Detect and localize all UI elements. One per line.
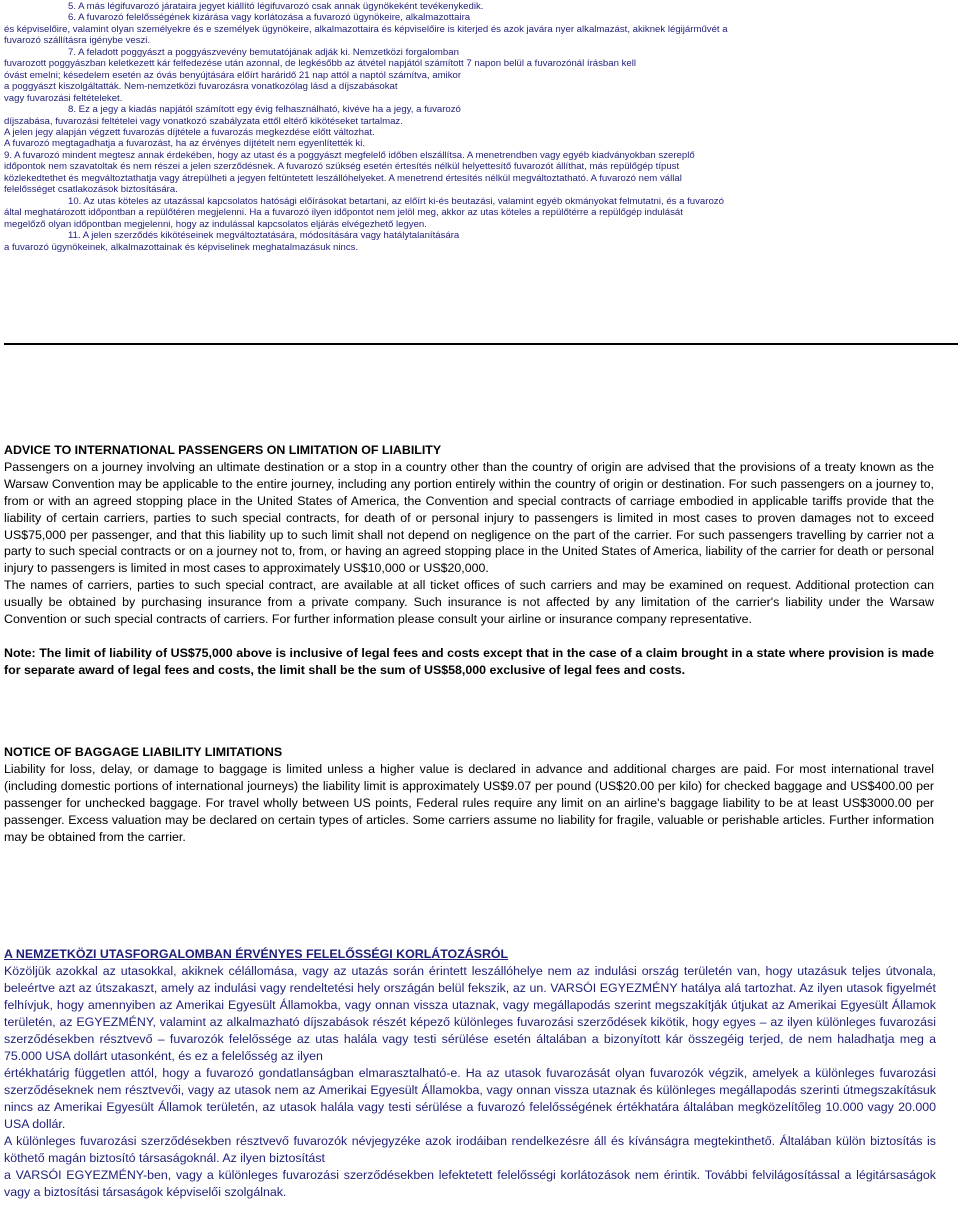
baggage-paragraph: Liability for loss, delay, or damage to baggage is limited unless a higher value is declared in advance and additional charges are paid. For most international travel (including domestic portions of international journeys) the liability limit is approximately US$9.07 per pound (US$20.00 per kilo) for checked baggage and US$400.00 per passenger for unchecked baggage. For travel wholly between US points, Federal rules require any limit on an airline's baggage liability to be at least US$3000.00 per passenger. Excess valuation may be declared on certain types of articles. Some carriers assume no liability for fragile, valuable or perishable articles. Further information may be obtained from the carrier. [4,761,934,844]
advice-heading: ADVICE TO INTERNATIONAL PASSENGERS ON LIMITATION OF LIABILITY [4,443,442,457]
term-line: vagy fuvarozási feltételeket. [4,92,123,104]
term-line: időpontok nem szavatoltak és nem részei a jelen szerződésnek. A fuvarozó szükség esetén értesítés nélkül helyettesítő fuvarozót állíthat, más repülőgép típust [4,161,680,173]
hungarian-notice-paragraph: A különleges fuvarozási szerződésekben résztvevő fuvarozók névjegyzéke azok irodáiban rendelkezésre áll és kívánságra megtekinthető. Általában külön biztosítás is köthető magán biztosító társaságoknál. Az ilyen biztosítást [4,1134,936,1165]
term-line: A jelen jegy alapján végzett fuvarozás díjtétele a fuvarozás megkezdése előtt változhat. [4,126,375,138]
term-line: 9. A fuvarozó mindent megtesz annak érdekében, hogy az utast és a poggyászt megfelelő időben elszállítsa. A menetrendben vagy egyéb kiadványokban szereplő [4,149,695,161]
advice-section [4,442,934,679]
term-line: 5. A más légifuvarozó járataira jegyet kiállító légifuvarozó csak annak ügynökeként tevékenykedik. [68,1,484,12]
term-line: 10. Az utas köteles az utazással kapcsolatos hatósági előírásokat betartani, az előírt ki-és beutazási, valamint egyéb okmányokat felmutatni, és a fuvarozó [68,195,724,207]
term-line: által meghatározott időpontban a repülőtéren megjelenni. Ha a fuvarozó ilyen időpontot nem jelöl meg, akkor az utas köteles a repülőtérre a repülőgép indulását [4,207,683,219]
term-line: közlekedtethet és megváltoztathatja vagy átrepülheti a jegyen feltüntetett leszállóhelyeket. A menetrend értesítés nélkül megváltoztatható. A fuvarozó nem vállal [4,172,682,184]
term-line: óvást emelni; késedelem esetén az óvás benyújtására előírt haráridő 21 nap attól a naptól számítva, amikor [4,69,462,81]
liability-note: Note: The limit of liability of US$75,000 above is inclusive of legal fees and costs except that in the case of a claim brought in a state where provision is made for separate award of legal fees and costs, the limit shall be the sum of US$58,000 exclusive of legal fees and costs. [4,645,934,677]
hungarian-notice-heading: A NEMZETKÖZI UTASFORGALOMBAN ÉRVÉNYES FELELŐSSÉGI KORLÁTOZÁSRÓL [4,947,509,961]
baggage-section [4,744,934,845]
advice-paragraph: Passengers on a journey involving an ultimate destination or a stop in a country other than the country of origin are advised that the provisions of a treaty known as the Warsaw Convention may be applicable to the entire journey, including any portion entirely within the country of origin or destination. For such passengers on a journey to, from or with an agreed stopping place in the United States of America, the Convention and special contracts of carriage embodied in applicable tariffs provide that the liability of certain carriers, parties to such special contracts, for death of or personal injury to passengers is limited in most cases to proven damages not to exceed US$75,000 per passenger, and that this liability up to such limit shall not depend on negligence on the part of the carrier. For such passengers travelling by carrier not a party to such special contracts or on a journey not to, from, or having an agreed stopping place in the United States of America, liability of the carrier for death or personal injury to passengers is limited in most cases to approximately US$10,000 or US$20,000. [4,459,934,576]
term-line: felelősséget csatlakozások biztosítására. [4,184,178,196]
hungarian-notice-paragraph: értékhatárig független attól, hogy a fuvarozó gondatlanságban elmarasztalható-e. Ha az utasok fuvarozását olyan fuvarozók végzik, amelyek a különleges fuvarozási szerződéseknek nem résztvevői, vagy az utasok nem az Amerikai Egyesült Államokba, vagy onnan vissza utaznak és különleges megállapodás szerinti útmegszakításuk nincs az Amerikai Egyesült Államok területén, az utasok halála vagy testi sérülése a fuvarozó felelősségének értékhatára általában megközelítőleg 10.000 vagy 20.000 USA dollár. [4,1066,936,1131]
baggage-heading: NOTICE OF BAGGAGE LIABILITY LIMITATIONS [4,745,283,759]
term-line: díjszabása, fuvarozási feltételei vagy vonatkozó szabályzata ettől eltérő kikötéseket tartalmaz. [4,115,403,127]
term-line: 11. A jelen szerződés kikötéseinek megváltoztatására, módosítására vagy hatálytalanítására [68,230,460,242]
term-line: 6. A fuvarozó felelősségének kizárása vagy korlátozása a fuvarozó ügynökeire, alkalmazottaira [68,12,471,24]
advice-paragraph: The names of carriers, parties to such special contract, are available at all ticket offices of such carriers and may be examined on request. Additional protection can usually be obtained by purchasing insurance from a private company. Such insurance is not affected by any limitation of the carrier's liability under the Warsaw Convention or such special contracts of carriers. For further information please consult your airline or insurance company representative. [4,578,934,627]
hungarian-terms-block [4,1,956,253]
term-line: fuvarozott poggyászban keletkezett kár felfedezése után azonnal, de legkésőbb az átvétel napjától számított 7 napon belül a fuvarozónál írásban kell [4,58,636,70]
hungarian-notice-paragraph: a VARSÓI EGYEZMÉNY-ben, vagy a különleges fuvarozási szerződésekben lefektetett felelősségi korlátozások nem érintik. További felvilágosítással a légitársaságok vagy a biztosítási társaságok képviselői szolgálnak. [4,1168,936,1199]
term-line: fuvarozó szállításra igénybe veszi. [4,35,151,47]
term-line: 8. Ez a jegy a kiadás napjától számított egy évig felhasználható, kivéve ha a jegy, a fuvarozó [68,104,461,116]
horizontal-divider [4,343,958,345]
term-line: a poggyászt kiszolgáltatták. Nem-nemzetközi fuvarozásra vonatkozólag lásd a díjszabásokat [4,81,398,93]
term-line: 7. A feladott poggyászt a poggyászvevény bemutatójának adják ki. Nemzetközi forgalomban [68,46,459,58]
term-line: és képviselőire, valamint olyan személyekre és e személyek ügynökeire, alkalmazottaira és képviselőire is kiterjed és azok javára nyer alkalmazást, akiknek légijárművét a [4,23,728,35]
term-line: a fuvarozó ügynökeinek, alkalmazottainak és képviselinek meghatalmazásuk nincs. [4,241,359,253]
term-line: A fuvarozó megtagadhatja a fuvarozást, ha az érvényes díjtételt nem egyenlítették ki. [4,138,366,150]
hungarian-notice-paragraph: Közöljük azokkal az utasokkal, akiknek célállomása, vagy az utazás során érintett leszállóhelye nem az indulási ország területén van, hogy utazásuk teljes útvonala, beleértve azt az útszakaszt, amely az indulási vagy rendeltetési hely országán belül fekszik, az un. VARSÓI EGYEZMÉNY hatálya alá tartozhat. Az ilyen utasok figyelmét felhívjuk, hogy amennyiben az Amerikai Egyesült Államokba, vagy onnan vissza utaznak, vagy megállapodás szerint megszakítják útjukat az Amerikai Egyesült Államok területén, az EGYEZMÉNY, valamint az alkalmazható díjszabások részét képező különleges fuvarozási szerződések kikötik, hogy egyes – az ilyen különleges fuvarozási szerződésekben résztvevő – fuvarozók felelőssége az utas halála vagy testi sérülése esetén általában a bizonyított kár összegéig terjed, de nem haladhatja meg a 75.000 USA dollárt utasonként, és ez a felelősség az ilyen [4,964,936,1063]
term-line: megelőző olyan időpontban megjelenni, hogy az indulással kapcsolatos eljárás elvégezhető legyen. [4,218,427,230]
hungarian-notice-section [4,946,936,1201]
